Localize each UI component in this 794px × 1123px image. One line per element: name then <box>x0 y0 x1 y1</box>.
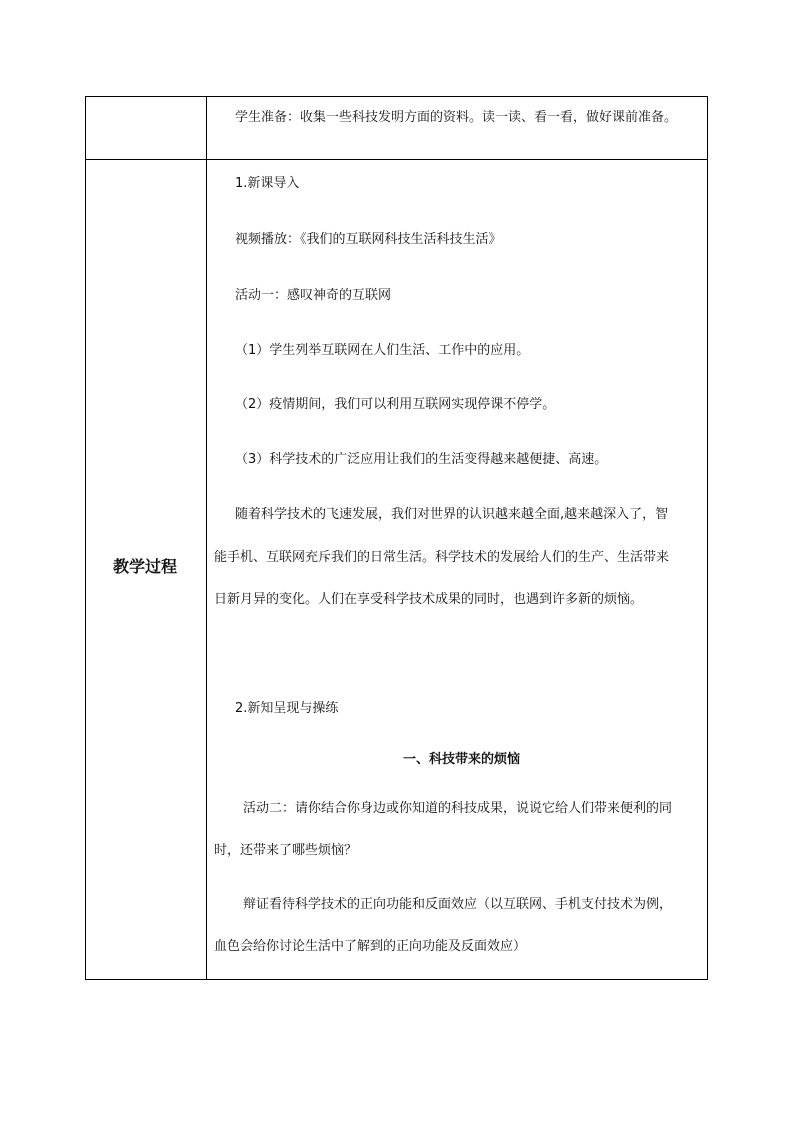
table-border-bottom <box>85 979 708 980</box>
list-item-2: （2）疫情期间，我们可以利用互联网实现停课不停学。 <box>235 397 556 412</box>
table-column-divider <box>206 96 207 980</box>
section1-heading: 1.新课导入 <box>235 176 300 191</box>
paragraph1-line3: 日新月异的变化。人们在享受科学技术成果的同时，也遇到许多新的烦恼。 <box>214 592 644 607</box>
table-border-left <box>85 96 86 980</box>
table-border-right <box>707 96 708 980</box>
lesson-table <box>85 96 708 980</box>
list-item-1: （1）学生列举互联网在人们生活、工作中的应用。 <box>235 343 530 358</box>
paragraph1-line1: 随着科学技术的飞速发展，我们对世界的认识越来越全面,越来越深入了，智 <box>235 507 669 522</box>
paragraph2-line2: 血色会给你讨论生活中了解到的正向功能及反面效应） <box>214 939 527 954</box>
paragraph1-line2: 能手机、互联网充斥我们的日常生活。科学技术的发展给人们的生产、生活带来 <box>214 550 670 565</box>
teaching-process-label: 教学过程 <box>113 557 178 576</box>
section2-heading: 2.新知呈现与操练 <box>235 701 339 716</box>
paragraph2-line1: 辩证看待科学技术的正向功能和反面效应（以互联网、手机支付技术为例， <box>243 897 673 912</box>
table-border-top <box>85 96 708 97</box>
activity2-line2: 时，还带来了哪些烦恼？ <box>214 843 358 858</box>
video-line: 视频播放：《我们的互联网科技生活科技生活》 <box>235 232 502 247</box>
list-item-3: （3）科学技术的广泛应用让我们的生活变得越来越便捷、高速。 <box>235 452 608 467</box>
table-row-divider <box>85 159 708 160</box>
activity1-line: 活动一：感叹神奇的互联网 <box>235 288 392 303</box>
subsection-title: 一、科技带来的烦恼 <box>403 752 521 767</box>
activity2-line1: 活动二：请你结合你身边或你知道的科技成果，说说它给人们带来便利的同 <box>243 801 673 816</box>
student-preparation-text: 学生准备：收集一些科技发明方面的资料。读一读、看一看，做好课前准备。 <box>235 110 678 125</box>
